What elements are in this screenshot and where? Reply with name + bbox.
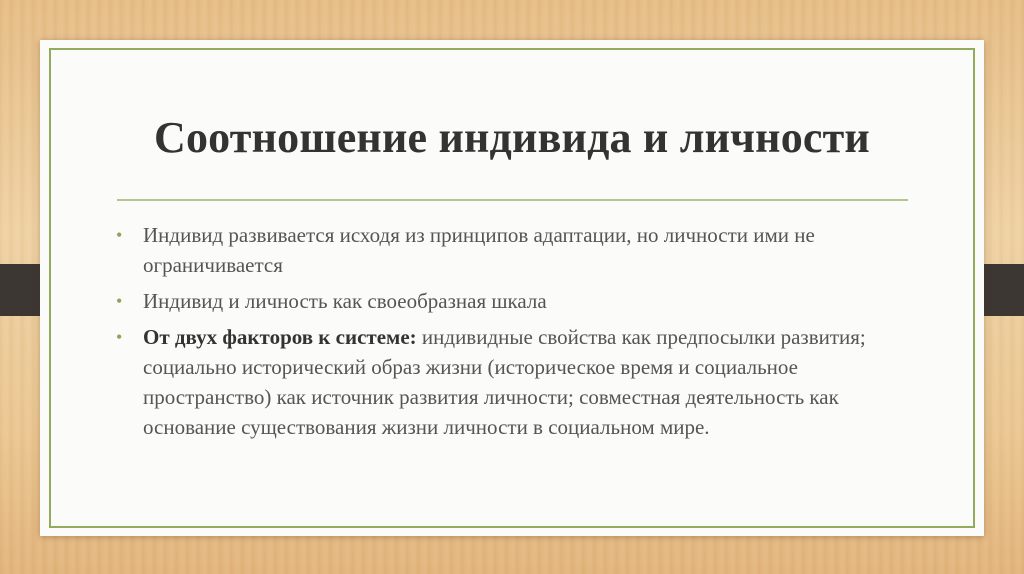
bullet-text-rest: индивидные свойства как предпосылки развития; социально исторический образ жизни (историческое время и социальное пространство) как источник развития личности; совместная деятельность как основание существования жизни личности в социальном мире. [143,325,866,439]
slide [40,40,984,536]
bullet-text: Индивид и личность как своеобразная шкала [143,289,547,313]
bullet-emphasis: От двух факторов к системе: [143,325,417,349]
bullet-item [116,286,916,316]
slide-title: Соотношение индивида и личности [153,113,870,162]
title-divider [117,199,908,201]
bullet-marker: • [116,327,123,347]
bullet-item [116,322,916,442]
bullet-list [116,220,916,448]
bullet-item [116,220,916,280]
bullet-marker: • [116,291,123,311]
bullet-text: Индивид развивается исходя из принципов адаптации, но личности ими не ограничивается [143,223,815,277]
bullet-text [143,322,916,442]
bullet-marker: • [116,225,123,245]
